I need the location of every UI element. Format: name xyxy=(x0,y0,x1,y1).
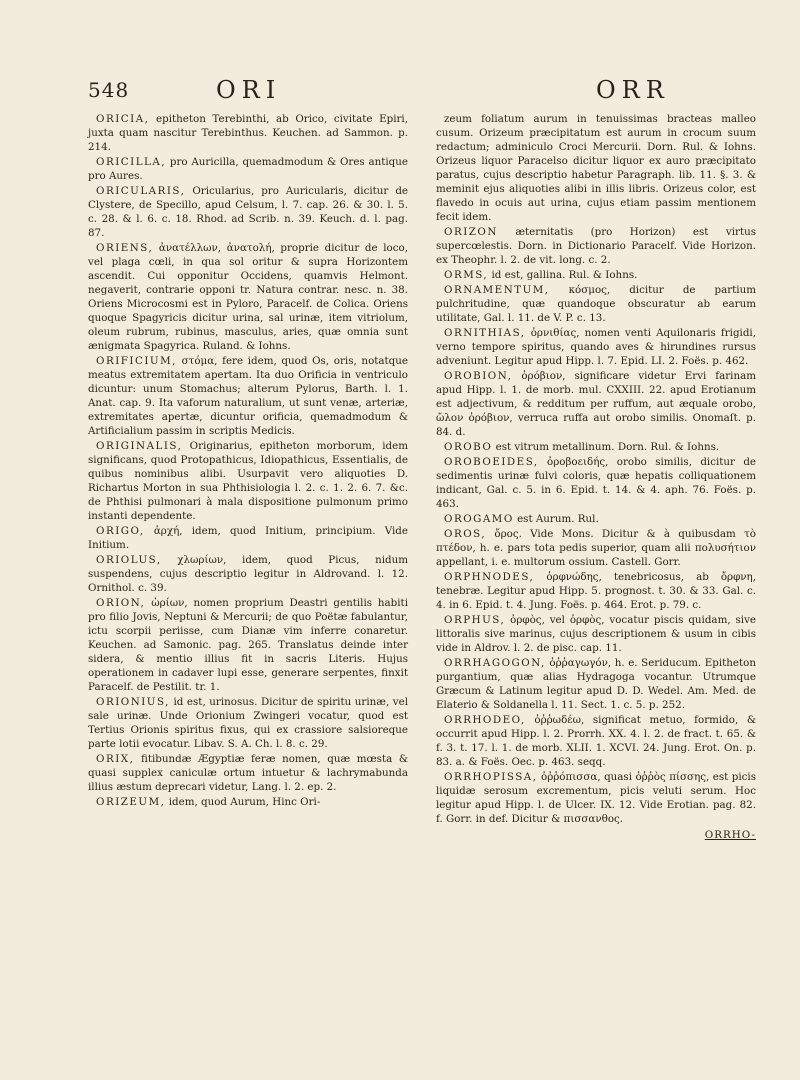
entry-lemma: OROBO xyxy=(444,441,493,453)
entry-text: id est, gallina. Rul. & Iohns. xyxy=(491,269,638,281)
dictionary-entry xyxy=(88,695,408,751)
dictionary-entry xyxy=(88,155,408,183)
right-column xyxy=(436,112,756,842)
entry-text: ὀρφνώδης, tenebricosus, ab ὄρφνη, tenebræ. Legitur apud Hipp. 5. prognost. t. 30. & 33. Gal. c. 4. in 6. Epid. t. 4. Jung. Foës. p. 464. Erot. p. 79. c. xyxy=(436,571,756,611)
entry-lemma: ORIX, xyxy=(96,753,135,765)
entry-text: κόσμος, dicitur de partium pulchritudine, quæ quandoque obscuratur ab earum utilitate, Gal. l. 11. de V. P. c. 13. xyxy=(436,284,756,324)
dictionary-entry xyxy=(436,268,756,282)
dictionary-entry xyxy=(88,795,408,809)
text-columns xyxy=(88,112,764,842)
dictionary-entry xyxy=(88,553,408,595)
entry-text: æternitatis (pro Horizon) est virtus supercœlestis. Dorn. in Dictionario Paracelf. Vide Horizon. ex Theophr. l. 2. de vit. long. c. 2. xyxy=(436,226,757,266)
entry-lemma: ORIFICIUM, xyxy=(96,355,177,367)
entry-lemma: ORICULARIS, xyxy=(96,185,186,197)
dictionary-entry xyxy=(88,524,408,552)
dictionary-entry xyxy=(436,283,756,325)
entry-lemma: ORNITHIAS, xyxy=(444,327,526,339)
dictionary-entry xyxy=(436,527,756,569)
dictionary-entry xyxy=(88,184,408,240)
catchword: ORRHO- xyxy=(704,829,756,841)
dictionary-entry xyxy=(436,713,756,769)
entry-text: στόμα, fere idem, quod Os, oris, notatque meatus extremitatem apertam. Ita duo Orificia in ventriculo dicuntur: unum Stomachus; alterum Pylorus, Barth. l. 1. Anat. cap. 9. Ita vaforum naturalium, ut sunt venæ, arteriæ, extremitates apertæ, dicuntur orificia, quemadmodum & Artificialium passim in scriptis Medicis. xyxy=(88,355,408,437)
entry-lemma: ORRHAGOGON, xyxy=(444,657,546,669)
dictionary-entry xyxy=(88,354,408,438)
entry-text: ἀνατέλλων, ἀνατολή, proprie dicitur de loco, vel plaga cœli, in qua sol oritur & supra Horizontem ascendit. Cui opponitur Occidens, quamvis Helmont. negaverit, contrarie opponi tr. Natura contrar. nesc. n. 38. Oriens Microcosmi est in Pyloro, Paracelf. de Colica. Oriens quoque Spagyricis dicitur urina, sal urinæ, item vitriolum, oleum rubrum, rubinus, masculus, aries, quæ omnia sunt ænigmata Spagyrica. Ruland. & Iohns. xyxy=(88,242,408,352)
entry-lemma: OROS, xyxy=(444,528,487,540)
entry-text: χλωρίων, idem, quod Picus, nidum suspendens, cujus descriptio legitur in Aldrovand. l. 12. Ornithol. c. 39. xyxy=(88,554,408,594)
dictionary-entry xyxy=(436,656,756,712)
entry-lemma: ORNAMENTUM, xyxy=(444,284,550,296)
entry-text: ὀρφὸς, vel ὀρφὸς, vocatur piscis quidam, sive littoralis sive marinus, cujus descriptionem & usum in cibis vide in Aldrov. l. 2. de pisc. cap. 11. xyxy=(436,614,756,654)
entry-lemma: ORIENS, xyxy=(96,242,154,254)
entry-lemma: OROBION, xyxy=(444,370,513,382)
entry-lemma: ORRHOPISSA, xyxy=(444,771,538,783)
dictionary-entry xyxy=(436,369,756,439)
entry-text: epitheton Terebinthi, ab Orico, civitate Epiri, juxta quam nascitur Terebinthus. Keuchen. ad Sammon. p. 214. xyxy=(88,113,408,153)
entry-lemma: ORIGINALIS, xyxy=(96,440,183,452)
entry-lemma: ORPHNODES, xyxy=(444,571,535,583)
left-running-title: ORI xyxy=(216,76,282,104)
entry-text: est Aurum. Rul. xyxy=(517,513,599,525)
dictionary-entry xyxy=(436,326,756,368)
dictionary-entry xyxy=(88,596,408,694)
running-header xyxy=(36,74,772,108)
dictionary-entry xyxy=(88,752,408,794)
entry-text: id est, urinosus. Dicitur de spiritu urinæ, vel sale urinæ. Unde Orionium Zwingeri vocatur, quod est Tertius Orionis spiritus fixus, qui ex crassiore salsioreque parte lotii evocatur. Libav. S. A. Ch. l. 8. c. 29. xyxy=(88,696,408,750)
entry-lemma: ORIZON xyxy=(444,226,498,238)
entry-lemma: OROBOEIDES, xyxy=(444,456,539,468)
dictionary-entry xyxy=(436,225,756,267)
right-running-title: ORR xyxy=(596,76,670,104)
entry-text: ὀροβοειδής, orobo similis, dicitur de sedimentis urinæ fulvi coloris, quæ hepatis colliquationem indicant, Gal. c. 5. in 6. Epid. t. 14. & 4. aph. 76. Foës. p. 463. xyxy=(436,456,757,510)
entry-text: ὀῤῥωδέω, significat metuo, formido, & occurrit apud Hipp. l. 2. Prorrh. XX. 4. l. 2. de fract. t. 65. & f. 3. t. 17. l. 1. de morb. XLII. 1. XCVI. 24. Jung. Erot. On. p. 83. a. & Foës. Oec. p. 463. seqq. xyxy=(436,714,756,768)
entry-text: Oricularius, pro Auricularis, dicitur de Clystere, de Specillo, apud Celsum, l. 7. cap. 26. & 30. l. 5. c. 28. & l. 6. c. 18. Rhod. ad Scrib. n. 39. Keuch. d. l. pag. 87. xyxy=(88,185,408,239)
entry-text: ὀῤῥόπισσα, quasi ὀῤῥὸς πίσσης, est picis liquidæ serosum excrementum, picis veluti serum. Hoc legitur apud Hipp. l. de Ulcer. IX. 12. Vide Erotian. pag. 82. f. Gorr. in def. Dicitur & πισσανθος. xyxy=(436,771,756,825)
entry-lemma: OROGAMO xyxy=(444,513,514,525)
entry-lemma: ORRHODEO, xyxy=(444,714,526,726)
entry-lemma: ORMS, xyxy=(444,269,489,281)
entry-text: ὀρόβιον, significare videtur Ervi farinam apud Hipp. l. 1. de morb. mul. CXXIII. 22. apud Erotianum est adjectivum, & redditum per ruffum, aut æquale orobo, ὤλον ὀρόβιον, verruca ruffa aut orobo similis. Onomaſt. p. 84. d. xyxy=(436,370,757,438)
entry-text: idem, quod Aurum, Hinc Ori- xyxy=(168,796,321,808)
page-number: 548 xyxy=(88,78,130,102)
entry-text: ἀρχή, idem, quod Initium, principium. Vide Initium. xyxy=(88,525,408,551)
entry-text: fitibundæ Ægyptiæ feræ nomen, quæ mœsta & quasi supplex caniculæ ortum intuetur & lachrymabunda illius æstum deprecari videtur, Lang. l. 2. ep. 2. xyxy=(88,753,408,793)
entry-text: ὠρίων, nomen proprium Deastri gentilis habiti pro filio Jovis, Neptuni & Mercurii; de quo Poëtæ fabulantur, ictu scorpii periisse, cum Dianæ vim inferre conaretur. Keuchen. ad Samonic. pag. 265. Translatus deinde inter sidera, & mentio illius fit in sacris Literis. Hujus operationem in cadaver lupi esse, generare serpentes, finxit Paracelf. de Pestilit. tr. 1. xyxy=(88,597,408,693)
entry-lemma: ORIZEUM, xyxy=(96,796,166,808)
entry-text: ὀῤῥαγωγόν, h. e. Seriducum. Epitheton purgantium, quæ alias Hydragoga vocantur. Utrumque Græcum & Latinum legitur apud D. D. Wedel. Am. Med. de Elaterio & Soldanella l. 11. Sect. 1. c. 5. p. 252. xyxy=(436,657,756,711)
entry-lemma: ORION, xyxy=(96,597,146,609)
entry-text: zeum foliatum aurum in tenuissimas bracteas malleo cusum. Orizeum præcipitatum est aurum in crocum suum redactum; adminiculo Croci Mercurii. Dorn. Rul. & Iohns. Orizeus liquor Paracelso dicitur liquor ex auro præcipitato paratus, cujus descriptio habetur Paragraph. lib. 11. §. 3. & meminit ejus aliquoties alibi in illis libris. Orizeus color, est flavedo in ocuis aut urina, cujus etiam passim mentionem fecit idem. xyxy=(436,113,756,223)
entry-lemma: ORPHUS, xyxy=(444,614,506,626)
entry-text: pro Auricilla, quemadmodum & Ores antique pro Aures. xyxy=(88,156,408,182)
dictionary-entry xyxy=(436,770,756,826)
entry-text: ὀρνιθίας, nomen venti Aquilonaris frigidi, verno tempore spiritus, quando aves & hirundines rursus adveniunt. Legitur apud Hipp. l. 7. Epid. LI. 2. Foës. p. 462. xyxy=(436,327,756,367)
entry-text: ὄρος. Vide Mons. Dicitur & à quibusdam τὸ πτέδον, h. e. pars tota pedis superior, quam alii πολυσήτιον appellant, i. e. multorum ossium. Castell. Gorr. xyxy=(436,528,756,568)
entry-text: est vitrum metallinum. Dorn. Rul. & Iohns. xyxy=(495,441,720,453)
dictionary-entry xyxy=(436,440,756,454)
dictionary-entry xyxy=(436,512,756,526)
entry-lemma: ORIONIUS, xyxy=(96,696,170,708)
left-column xyxy=(88,112,408,842)
entry-lemma: ORIOLUS, xyxy=(96,554,162,566)
dictionary-entry xyxy=(88,241,408,353)
dictionary-entry xyxy=(436,570,756,612)
entry-lemma: ORIGO, xyxy=(96,525,145,537)
dictionary-entry xyxy=(88,112,408,154)
entry-text: Originarius, epitheton morborum, idem significans, quod Protopathicus, Idiopathicus, Essentialis, de quibus nominibus alibi. Usurpavit vero aliquoties D. Richartus Morton in sua Phthisiologia l. 2. c. 1. 2. 6. 7. &c. de Phthisi pulmonari à mala dispositione pulmonum primo instanti dependente. xyxy=(88,440,408,522)
dictionary-entry xyxy=(436,613,756,655)
dictionary-entry xyxy=(436,112,756,224)
dictionary-entry xyxy=(88,439,408,523)
dictionary-entry xyxy=(436,455,756,511)
entry-lemma: ORICILLA, xyxy=(96,156,167,168)
entry-lemma: ORICIA, xyxy=(96,113,150,125)
